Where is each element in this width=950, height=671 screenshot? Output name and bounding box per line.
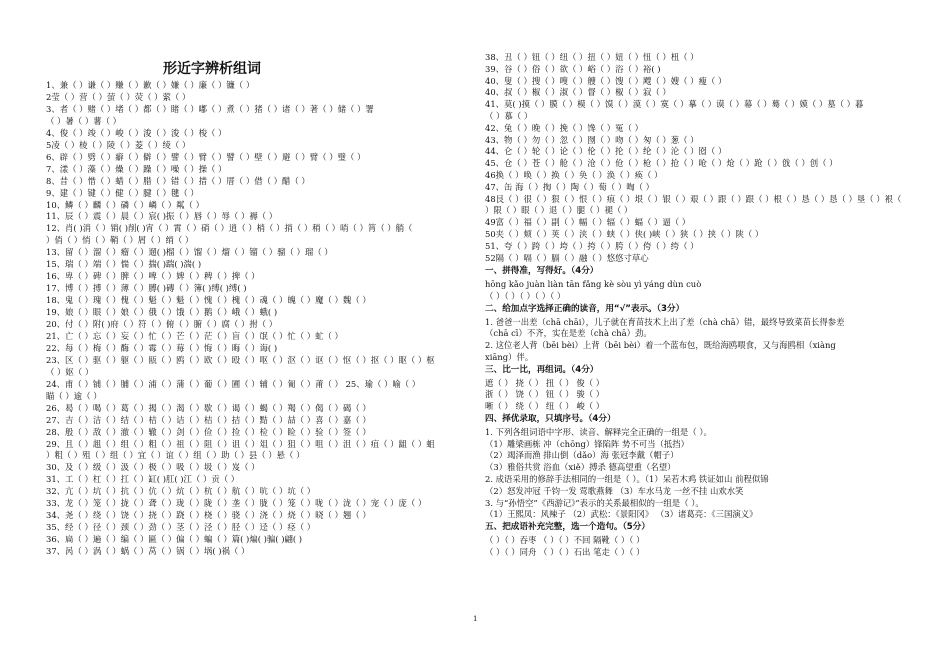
left-line: 2莹（ ）营（ ）萤（ ）荧（ ）萦（ ） bbox=[46, 91, 191, 102]
left-line: 11、辰（ ）震（ ）晨（ ）宸( )振（ ）唇（ ）辱（ ）褥（ ） bbox=[46, 211, 278, 222]
left-line: 29、且（ ）趄（ ）组（ ）粗（ ）祖（ ）阻（ ）诅（ ）俎（ ）狙（ ）咀（ ）沮（ ）疽（ ）龃（ ）蛆 bbox=[46, 438, 435, 449]
right-line: ）限（ ）眼（ ）退（ ）腿（ ）褪（ ） bbox=[485, 205, 633, 216]
section-heading: 一、拼得准，写得好。（4分） bbox=[485, 266, 599, 277]
right-line: 40、叔（ ）椒（ ）淑（ ）督（ ）椒（ ）寂（ ） bbox=[485, 87, 671, 98]
right-line: 51、夸（ ）跨（ ）垮（ ）挎（ ）胯（ ）侉（ ）绔（ ） bbox=[485, 240, 699, 251]
left-line: 37、呙（ ）涡（ ）蜗（ ）莴（ ）锅（ ）埚( )祸（ ） bbox=[46, 546, 250, 557]
left-line: 18、鬼（ ）瑰（ ）傀（ ）魁（ ）魁（ ）愧（ ）槐（ ）魂（ ）魄（ ）魔（ ）魏（ ） bbox=[46, 295, 371, 306]
right-line: 49富（ ）福（ ）副（ ）幅（ ）辐（ ）蝠（ ）逼（ ） bbox=[485, 217, 691, 228]
left-line: 21、亡（ ）忘（ ）妄（ ）忙（ ）芒（ ）茫（ ）盲（ ）氓（ ）忙（ ）虻（ ） bbox=[46, 330, 343, 341]
question-line: （chā cī）不齐，实在是差（chà chā）劲。 bbox=[485, 328, 652, 339]
left-line: ）俏（ ）悄（ ）鞘（ ）屑（ ）绡（ ） bbox=[46, 235, 194, 246]
question-line: （2）竭泽而渔 排山倒（dǎo）海 张冠李戴（帽子） bbox=[485, 450, 679, 461]
word-compare-line: 遮（ ） 挠（ ） 扭（ ） 俊（ ） bbox=[485, 377, 605, 388]
left-line: 32、亢（ ）坑（ ）抗（ ）伉（ ）炕（ ）杭（ ）航（ ）吭（ ）坑（ ） bbox=[46, 486, 316, 497]
question-line: 1. 下列各组词语中字形、读音、解释完全正确的一组是（ ）。 bbox=[485, 426, 712, 437]
left-line: 31、工（ ）杠（ ）扛（ ）缸( )肛( )江（ ）贡（ ） bbox=[46, 474, 240, 485]
left-line: 6、辟（ ）劈（ ）癖（ ）僻（ ）譬（ ）臂（ ）譬（ ）壁（ ）避（ ）臂（ ）璧（ ） bbox=[46, 151, 366, 162]
word-compare-line: 浙（ ） 饶（ ） 钮（ ） 骏（ ） bbox=[485, 389, 605, 400]
left-line: 28、般（ ）敌（ ）澈（ ）辙（ ）剑（ ）俭（ ）捡（ ）检（ ）睑（ ）验（ ）签（ ） bbox=[46, 426, 371, 437]
blank-line: （ ）（ ）（ ）（ ）（ ） bbox=[485, 291, 566, 301]
left-line: 33、龙（ ）笼（ ）拢（ ）聋（ ）珑（ ）陇（ ）垄（ ）胧（ ）笼（ ）咙（ ）泷（ ）宠（ ）庞（ ） bbox=[46, 498, 427, 509]
right-line: 47、缶 海（ ）掏（ ）陶（ ）萄（ ）啕（ ） bbox=[485, 181, 655, 192]
left-line: 9、建（ ）键（ ）健（ ）腱（ ）毽（ ） bbox=[46, 187, 199, 198]
page-title: 形近字辨析组词 bbox=[163, 61, 261, 77]
question-line: 2. 成语采用的修辞手法相同的一组是（ ）。（1）呆若木鸡 铁证如山 前程似锦 bbox=[485, 474, 769, 484]
left-line: 15、瑞（ ）端（ ）惴（ ）揣( )踹( )湍( ) bbox=[46, 259, 202, 270]
left-line: 7、漾（ ）藻（ ）燥（ ）躁（ ）噪（ ）操（ ） bbox=[46, 163, 227, 174]
left-line: （ ）妪（ ） bbox=[46, 366, 94, 377]
question-line: （2）怒发冲冠 千钧一发 莺歌燕舞 （3）车水马龙 一丝不挂 山欢水笑 bbox=[485, 485, 744, 496]
left-line: 26、曷（ ）喝（ ）葛（ ）揭（ ）渴（ ）歇（ ）谒（ ）蝎（ ）羯（ ）偈（ ）碣（ ） bbox=[46, 402, 371, 413]
left-line: 36、扁（ ）遍（ ）编（ ）匾（ ）偏（ ）蝙（ ）篇( )煸( )骗( )翩( ) bbox=[46, 534, 303, 545]
right-line: 40、叟（ ）搜（ ）嗖（ ）艘（ ）馊（ ）飕（ ）嫂（ ）瘦（ ） bbox=[485, 75, 727, 86]
idiom-line: （ ）（ ）吞枣 （ ）（ ）不回 隔靴（ ）（ ） bbox=[485, 535, 645, 545]
left-line: 19、娘（ ）眼（ ）娘（ ）俄（ ）饿（ ）鹅（ ）峨（ ）蛾( ) bbox=[46, 307, 278, 318]
question-line: （3）雅俗共赏 浴血（xiě）搏杀 德高望重（名望） bbox=[485, 462, 676, 473]
left-line: 35、经（ ）径（ ）颈（ ）劲（ ）茎（ ）泾（ ）胫（ ）迳（ ）痉（ ） bbox=[46, 522, 316, 533]
right-line: 45、仓（ ）苍（ ）舱（ ）沧（ ）伧（ ）枪（ ）抢（ ）呛（ ）炝（ ）跄（ ）戗（ ）创（ ） bbox=[485, 158, 838, 169]
pinyin-line: hōng kǎo juàn liàn tān fǎng kè sòu yì yáng dùn cuò bbox=[485, 279, 702, 290]
left-line: 27、吉（ ）洁（ ）结（ ）桔（ ）诘（ ）桔（ ）拮（ ）黠（ ）喆（ ）喜（ ）嘉（ ） bbox=[46, 414, 371, 425]
left-line: 34、尧（ ）绕（ ）饶（ ）挠（ ）跷（ ）桡（ ）骁（ ）浇（ ）烧（ ）晓（ ）翘（ ） bbox=[46, 510, 371, 521]
left-line: 24、甫（ ）铺（ ）脯（ ）浦（ ）蒲（ ）葡（ ）圃（ ）辅（ ）匍（ ）莆（ ） 25、瑜（ ）喻（ ） bbox=[46, 378, 421, 389]
right-line: 50夹（ ）颊（ ）荚（ ）浃（ ）蛱（ ）侠( )峡（ ）狭（ ）挟（ ）陕（ ） bbox=[485, 229, 764, 239]
right-line: （ ）慕（ ） bbox=[485, 111, 533, 121]
left-line: （ ）暑（ ）薯（ ） bbox=[46, 115, 121, 126]
right-line: 38、丑（ ）钮（ ）纽（ ）扭（ ）妞（ ）忸（ ）杻（ ） bbox=[485, 52, 699, 62]
right-line: 39、谷（ ）俗（ ）欲（ ）峪（ ）浴（ ）裕( ) bbox=[485, 63, 661, 74]
left-line: 10、鳞（ ）麟（ ）磷（ ）嶙（ ）粼（ ） bbox=[46, 199, 204, 210]
left-line: 30、及（ ）级（ ）汲（ ）极（ ）吸（ ）圾（ ）岌（ ） bbox=[46, 462, 260, 473]
page-number: 1 bbox=[473, 615, 478, 623]
section-heading: 二、给加点字选择正确的读音，用“√”表示。（3分） bbox=[485, 303, 685, 314]
left-line: 4、俊（ ）竣（ ）峻（ ）浚（ ）浚（ ）梭（ ） bbox=[46, 127, 227, 138]
idiom-line: （ ）（ ）同舟 （ ）（ ）石出 笔走（ ）（ ） bbox=[485, 546, 645, 557]
right-line: 46换（ ）唤（ ）换（ ）奂（ ）涣（ ）痪（ ） bbox=[485, 170, 663, 180]
left-line: 12、肖( )消（ ）销( )削( )宵（ ）霄（ ）硝（ ）逍（ ）梢（ ）捎（ ）稍（ ）哨（ ）筲（ ）艄（ bbox=[46, 223, 413, 234]
left-line: 8、昔（ ）惜（ ）蜡（ ）腊（ ）错（ ）措（ ）厝（ ）借（ ）醋（ ） bbox=[46, 175, 310, 186]
left-line: 13、留（ ）溜（ ）瘤（ ）遛( )榴（ ）馏（ ）熘（ ）镏（ ）骝（ ）瑠（ ） bbox=[46, 247, 333, 258]
right-line: 43、物（ ）勿（ ）忽（ ）囫（ ）吻（ ）匆（ ）葱（ ） bbox=[485, 134, 699, 145]
question-line: 1. 爸爸一出差（chā chāi），儿子就在育苗技术上出了差（chà chā）错，最终导致菜苗长得参差 bbox=[485, 316, 845, 327]
question-line: xiāng）伴。 bbox=[485, 352, 534, 362]
section-heading: 四、择优录取，只填序号。（4分） bbox=[485, 414, 616, 424]
right-line: 42、兔（ ）晚（ ）挽（ ）馋（ ）冤（ ） bbox=[485, 122, 643, 133]
right-line: 41、莫( )摸（ ）膜（ ）模（ ）馍（ ）漠（ ）寞（ ）摹（ ）谟（ ）幕（ ）蓦（ ）嫫（ ）墓（ ）暮 bbox=[485, 99, 864, 110]
left-line: 3、者（ ）赌（ ）堵（ ）都（ ）睹（ ）嘟（ ）煮（ ）猪（ ）诸（ ）著（ ）储（ ）署 bbox=[46, 103, 374, 114]
section-heading: 五、把成语补充完整，选一个造句。（5分） bbox=[485, 522, 650, 533]
question-line: （1）王熙凤：风辣子 （2）武松：《景阳冈》 （3）诸葛亮：《三国演义》 bbox=[485, 509, 758, 520]
section-heading: 三、比一比，再组词。（4分） bbox=[485, 364, 599, 375]
right-line: 48艮（ ）很（ ）狠（ ）恨（ ）痕（ ）垠（ ）银（ ）艰（ ）跟（ ）跟（ ）根（ ）恳（ ）恳（ ）垦（ ）裉（ bbox=[485, 193, 902, 204]
left-line: 17、博（ ）搏（ ）薄（ ）膊( )磚（ ）簿( )缚( )缚( ) bbox=[46, 283, 247, 294]
left-line: ）粗（ ）殂（ ）组（ ）宜（ ）谊（ ）组（ ）助（ ）县（ ）悬（ ） bbox=[46, 450, 305, 461]
left-line: 瞄（ ）逾（ ） bbox=[46, 390, 102, 401]
left-line: 20、付（ ）附( )府（ ）符（ ）俯（ ）腑（ ）腐（ ）拊（ ） bbox=[46, 319, 278, 329]
left-line: 1、兼（ ）谦（ ）赚（ ）歉（ ）嫌（ ）廉（ ）镰（ ） bbox=[46, 80, 255, 90]
left-line: 22、每（ ）梅（ ）酶（ ）霉（ ）莓（ ）悔（ ）晦（ ）诲( ) bbox=[46, 342, 278, 353]
question-line: 3. 与“孙悟空”《西游记》”表示的关系最相似的一组是（ ）。 bbox=[485, 497, 704, 508]
right-line: 52隔（ ）嗝（ ）膈（ ）融（ ）悠悠寸草心 bbox=[485, 252, 649, 263]
left-line: 5凌（ ）棱（ ）陵（ ）菱（ ）绫（ ） bbox=[46, 139, 191, 150]
right-line: 44、仑（ ）轮（ ）论（ ）伦（ ）抡（ ）纶（ ）沦（ ）囵（ ） bbox=[485, 146, 727, 157]
question-line: （1）雕梁画栋 冲（chōng）锋陷阵 势不可当（抵挡） bbox=[485, 438, 690, 449]
word-compare-line: 晰（ ） 绕（ ） 纽（ ） 峻（ ） bbox=[485, 401, 605, 412]
left-line: 16、卑（ ）碑（ ）脾（ ）啤（ ）婢（ ）稗（ ）捭（ ） bbox=[46, 271, 260, 282]
question-line: 2. 这位老人背（bēi bèi）上背（bēi bèi）着一个蓝布包，既给海鸥喂食，又与海鸥相（xiàng bbox=[485, 340, 836, 351]
left-line: 23、区（ ）驱（ ）躯（ ）瓯（ ）鸥（ ）欧（ ）殴（ ）呕（ ）沤（ ）讴（ ）怄（ ）抠（ ）眍（ ）枢 bbox=[46, 354, 435, 365]
